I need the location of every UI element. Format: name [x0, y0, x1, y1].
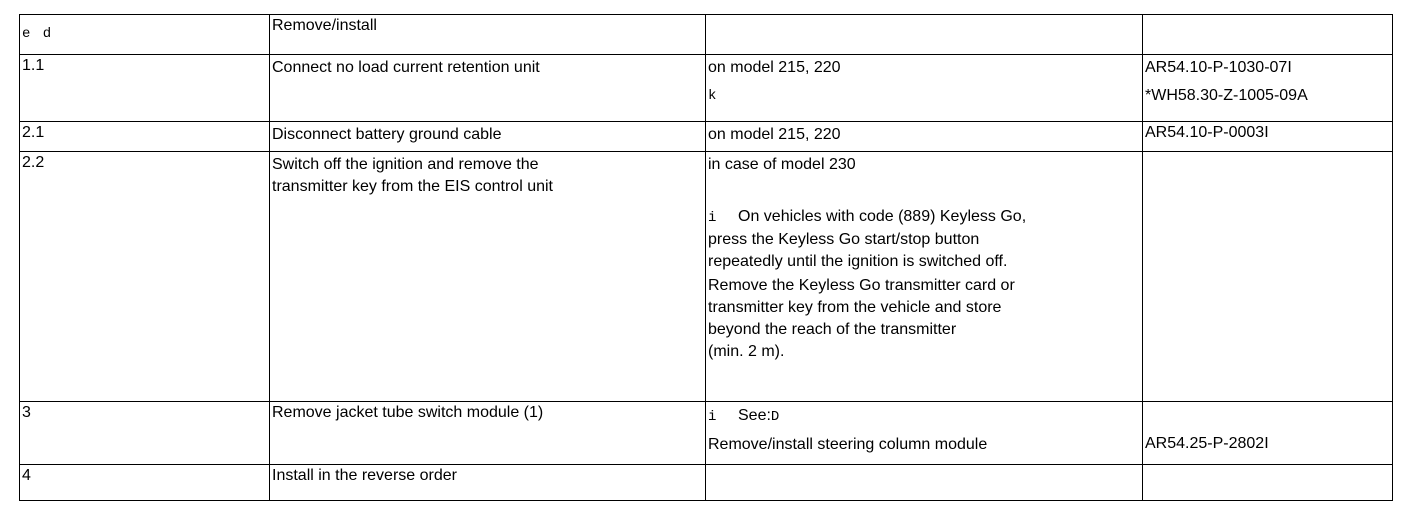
step-action: Disconnect battery ground cable — [270, 122, 706, 152]
step-number: 1.1 — [20, 55, 270, 122]
header-symbols-cell — [20, 15, 270, 55]
table-row — [20, 122, 1393, 152]
see-note: i See:D — [708, 402, 1140, 428]
header-empty-cell — [1143, 15, 1393, 55]
header-title-cell — [270, 15, 706, 55]
reference-link: AR54.10-P-1030-07I — [1145, 59, 1292, 76]
reference-link: *WH58.30-Z-1005-09A — [1145, 87, 1308, 104]
step-condition — [706, 465, 1143, 501]
see-link[interactable]: Remove/install steering column module — [708, 436, 988, 453]
step-number: 2.2 — [20, 152, 270, 402]
step-references — [1143, 122, 1393, 152]
step-condition — [706, 402, 1143, 465]
procedure-table — [19, 14, 1393, 501]
header-title: Remove/install — [272, 17, 377, 34]
step-action: Install in the reverse order — [270, 465, 706, 501]
step-condition: in case of model 230 i On vehicles with code (889) Keyless Go, press the Keyless Go start/stop button repeatedly until the ignition is switched off. Remove the Keyless Go transmitter card or transmitter key from the vehicle and store beyond the reach of the transmitter (min. 2 m). — [706, 152, 1143, 402]
info-icon: i — [708, 409, 717, 425]
step-number: 4 — [20, 465, 270, 501]
step-number: 3 — [20, 402, 270, 465]
table-row — [20, 465, 1393, 501]
note-block: i On vehicles with code (889) Keyless Go, — [708, 206, 1140, 229]
table-row — [20, 402, 1393, 465]
step-references — [1143, 402, 1393, 465]
step-references — [1143, 465, 1393, 501]
step-condition: on model 215, 220 k — [706, 55, 1143, 122]
condition-symbol: k — [708, 88, 717, 104]
step-action: Switch off the ignition and remove the transmitter key from the EIS control unit — [270, 152, 706, 402]
header-symbols: e d — [22, 26, 54, 42]
header-row — [20, 15, 1393, 55]
step-number: 2.1 — [20, 122, 270, 152]
document-symbol: D — [770, 409, 780, 425]
info-icon: i — [708, 210, 717, 226]
step-references — [1143, 152, 1393, 402]
reference-link: AR54.10-P-0003I — [1145, 124, 1269, 141]
header-empty-cell — [706, 15, 1143, 55]
step-references — [1143, 55, 1393, 122]
step-action: Connect no load current retention unit — [270, 55, 706, 122]
table-row — [20, 152, 1393, 402]
reference-link: AR54.25-P-2802I — [1145, 435, 1269, 452]
step-action: Remove jacket tube switch module (1) — [270, 402, 706, 465]
table-row — [20, 55, 1393, 122]
step-condition: on model 215, 220 — [706, 122, 1143, 152]
